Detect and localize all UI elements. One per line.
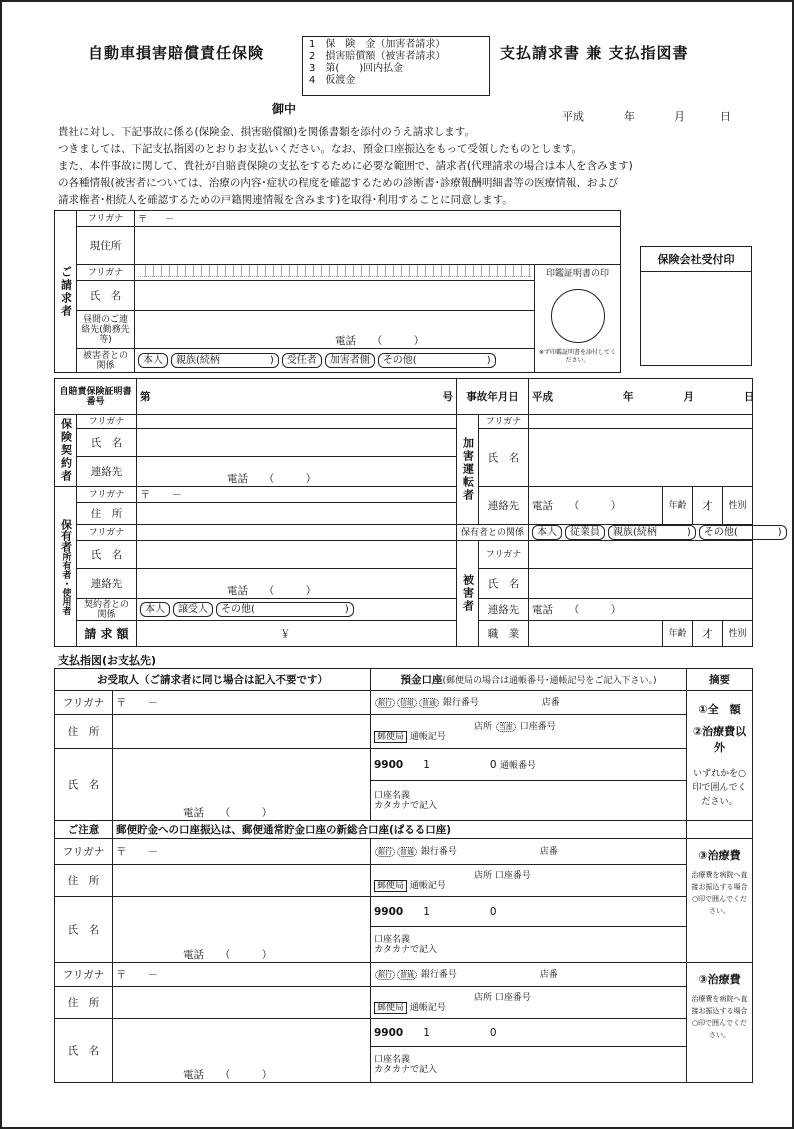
victim-sex-label: 性別 [723, 621, 753, 647]
payee1-digit0: 0 [489, 758, 497, 771]
owner-rel-other[interactable]: その他( ) [216, 602, 354, 617]
payee1-postal-bank: 郵便局 [374, 731, 407, 743]
payee1-phone-label: 電話 （ ） [183, 807, 273, 819]
claimant-name-furigana-label: フリガナ [77, 265, 135, 281]
claim-amount-yen: ￥ [280, 628, 291, 640]
form-title-right: 支払請求書 兼 支払指図書 [500, 44, 689, 62]
option-medical-2[interactable]: ③治療費 [698, 849, 741, 862]
accident-heisei: 平成 [532, 391, 554, 403]
cert-go: 号 [442, 391, 454, 403]
payee3-postal-bank: 郵便局 [374, 1002, 407, 1014]
summary-header: 摘要 [687, 669, 753, 691]
victim-job-field[interactable] [529, 621, 663, 647]
payee1-summary [687, 691, 753, 821]
owner-relation-label: 契約者との関係 [77, 599, 137, 621]
driver-sex-label: 性別 [723, 487, 753, 525]
payee2-postal-field[interactable] [113, 839, 371, 865]
payee1-address-label: 住 所 [55, 715, 113, 749]
driver-name-label: 氏 名 [479, 429, 529, 487]
victim-age-label: 年齢 [663, 621, 693, 647]
driver-furigana-field[interactable] [529, 415, 753, 429]
payee3-kana-label: カタカナで記入 [374, 1064, 438, 1075]
cert-number-label: 自賠責保険証明書番号 [55, 379, 137, 415]
payee2-address-label: 住 所 [55, 865, 113, 897]
payee2-digit0: 0 [489, 905, 497, 918]
payee1-postal: 〒 － [116, 697, 158, 709]
driver-relation-options [529, 525, 782, 541]
payee3-phone-label: 電話 （ ） [183, 1069, 273, 1081]
policyholder-name-field[interactable] [137, 429, 457, 457]
receipt-stamp-label: 保険会社受付印 [641, 247, 751, 272]
payee1-holder-label: 口座名義 [374, 790, 411, 801]
owner-name-label: 氏 名 [77, 541, 137, 569]
payee2-deposit-futsu[interactable]: 普通 [397, 847, 417, 857]
owner-label-text: 保有者 [59, 518, 73, 552]
owner-postal-field[interactable] [137, 487, 457, 503]
payee2-branch-num: 店番 [539, 846, 558, 857]
consent-line-1: 貴社に対し、下記事故に係る(保険金、損害賠償額)を関係書類を添付のうえ請求します。 [58, 126, 475, 138]
payee3-deposit-futsu[interactable]: 普通 [397, 970, 417, 980]
claim-type-box [302, 36, 490, 96]
policyholder-furigana-field[interactable] [137, 415, 457, 429]
payee2-bank-type-bank[interactable]: 銀行 [375, 847, 395, 857]
victim-phone-label: 電話 （ ） [532, 604, 622, 616]
payee3-summary [687, 963, 753, 1083]
claimant-relation-label: 被害者との関係 [77, 349, 135, 373]
claimant-name-label: 氏 名 [77, 281, 135, 311]
payee1-postal-code: 9900 [374, 758, 404, 771]
payee1-bank-field[interactable] [371, 691, 687, 715]
payee2-branch: 店所 [474, 870, 493, 881]
owner-phone-label: 電話 （ ） [227, 585, 317, 597]
claimant-postal: 〒 － [138, 214, 175, 225]
claim-type-2[interactable]: 2 損害賠償額（被害者請求） [309, 51, 446, 62]
account-header-cell [371, 669, 687, 691]
accident-month: 月 [683, 391, 695, 403]
payee1-bank-tag: 銀行番号 [442, 697, 479, 708]
payee1-bank-type-bank[interactable]: 銀行 [375, 698, 395, 708]
onchu-label: 御中 [272, 102, 297, 116]
payee1-account-num-label: 口座番号 [519, 721, 556, 732]
payee3-tsucho: 通帳記号 [409, 1002, 446, 1013]
payee2-digit1: 1 [423, 905, 430, 918]
driver-rel-employee[interactable]: 従業員 [565, 525, 605, 540]
owner-contact-label: 連絡先 [77, 569, 137, 599]
consent-line-5: 請求権者･相続人を確認するための戸籍関連情報を含みます)を取得･利用することに同意します。 [58, 194, 513, 206]
payee2-postal: 〒 － [116, 846, 158, 858]
payee1-holder-field[interactable] [371, 781, 687, 821]
claimant-contact-label: 昼間のご連絡先(勤務先等) [77, 311, 135, 349]
driver-name-field[interactable] [529, 429, 753, 487]
policyholder-phone-field[interactable] [137, 457, 457, 487]
payee3-furigana-label: フリガナ [55, 963, 113, 987]
owner-address-label: 住 所 [77, 503, 137, 525]
payee3-holder-label: 口座名義 [374, 1054, 411, 1065]
payee3-postal-code: 9900 [374, 1026, 404, 1039]
claim-type-4[interactable]: 4 仮渡金 [309, 75, 356, 86]
date-heisei: 平成 [562, 110, 584, 123]
payee1-bank-type-shinkumi[interactable]: 信組 [397, 698, 417, 708]
claimant-table [54, 210, 621, 373]
payee2-branch-field[interactable] [371, 865, 687, 897]
date-year: 年 [624, 110, 635, 123]
driver-phone-label: 電話 （ ） [532, 500, 622, 512]
owner-furigana-label: フリガナ [77, 487, 137, 503]
payee2-furigana-label: フリガナ [55, 839, 113, 865]
payee3-address-label: 住 所 [55, 987, 113, 1019]
driver-rel-self[interactable]: 本人 [532, 525, 562, 540]
accident-day: 日 [744, 391, 755, 403]
payee1-tsucho: 通帳記号 [409, 731, 446, 742]
payee2-holder-field[interactable] [371, 927, 687, 963]
payee1-name-label: 氏 名 [55, 749, 113, 821]
payee3-name-label: 氏 名 [55, 1019, 113, 1083]
payee2-phone-label: 電話 （ ） [183, 949, 273, 961]
owner-sub-label: 所有者・使用者 [60, 551, 71, 615]
option-except-medical[interactable]: ②治療費以外 [692, 725, 747, 754]
payee3-postal-account[interactable] [371, 1019, 687, 1047]
payee2-postal-code: 9900 [374, 905, 404, 918]
payee2-holder-label: 口座名義 [374, 934, 411, 945]
payment-section-title: 支払指図(お支払先) [58, 654, 157, 667]
date-month: 月 [674, 110, 685, 123]
victim-furigana-label: フリガナ [479, 541, 529, 569]
payee3-bank-type-bank[interactable]: 銀行 [375, 970, 395, 980]
payee1-postal-account[interactable] [371, 749, 687, 781]
payee3-bank-tag: 銀行番号 [420, 969, 457, 980]
policyholder-contact-label: 連絡先 [77, 457, 137, 487]
payee2-account-num-label: 口座番号 [494, 870, 531, 881]
relation-agent[interactable]: 受任者 [282, 353, 322, 368]
owner-phone-field[interactable] [137, 569, 457, 599]
policyholder-label: 保険契約者 [55, 415, 77, 487]
payee3-address-field[interactable] [113, 987, 371, 1019]
select-note: いずれかを○印で囲んでください。 [692, 769, 747, 807]
victim-contact-label: 連絡先 [479, 599, 529, 621]
payee2-name-label: 氏 名 [55, 897, 113, 963]
owner-postal: 〒 － [140, 489, 183, 501]
notice-summary [687, 821, 753, 839]
payment-table [54, 668, 753, 1083]
payee1-branch: 店所 [474, 721, 493, 732]
payee3-branch-field[interactable] [371, 987, 687, 1019]
payee1-postal-field[interactable] [113, 691, 371, 715]
owner-label [55, 487, 77, 647]
victim-name-field[interactable] [529, 569, 753, 599]
accident-date-field[interactable] [529, 379, 753, 415]
driver-label: 加害運転者 [457, 415, 479, 525]
victim-name-label: 氏 名 [479, 569, 529, 599]
claimant-phone-field[interactable] [135, 311, 535, 349]
notice-text: 郵便貯金への口座振込は、郵便通常貯金口座の新総合口座(ぱるる口座) [113, 821, 687, 839]
claimant-furigana-label: フリガナ [77, 211, 135, 227]
claim-type-1[interactable]: 1 保 険 金（加害者請求） [309, 39, 446, 50]
cert-number-field[interactable] [137, 379, 457, 415]
driver-phone-field[interactable] [529, 487, 663, 525]
claimant-name-field[interactable] [135, 281, 535, 311]
claim-type-3[interactable]: 3 第( )回内払金 [309, 63, 404, 74]
victim-label: 被害者 [457, 541, 479, 647]
payee2-tsucho: 通帳記号 [409, 880, 446, 891]
payee3-name-field[interactable] [113, 1019, 371, 1083]
payee1-deposit-toza[interactable]: 当座 [496, 722, 516, 732]
owner-rel-self[interactable]: 本人 [140, 602, 170, 617]
payee1-kana-label: カタカナで記入 [374, 800, 438, 811]
owner-name-furigana-field[interactable] [137, 525, 457, 541]
victim-phone-field[interactable] [529, 599, 753, 621]
hospital-note-2: 治療費を病院へ直接お振込する場合○印で囲んでください。 [691, 871, 748, 915]
option-full-amount[interactable]: ①全 額 [698, 703, 741, 716]
date-day: 日 [720, 110, 731, 123]
policyholder-name-label: 氏 名 [77, 429, 137, 457]
relation-self[interactable]: 本人 [138, 353, 168, 368]
accident-year: 年 [623, 391, 634, 403]
policyholder-phone-label: 電話 （ ） [227, 473, 317, 485]
claimant-address-furigana-field[interactable] [135, 211, 621, 227]
seal-label: 印鑑証明書の印 [546, 269, 610, 279]
account-note: (郵便局の場合は通帳番号･通帳記号をご記入下さい。) [442, 676, 657, 686]
account-header: 預金口座 [400, 674, 443, 686]
policyholder-furigana-label: フリガナ [77, 415, 137, 429]
payee3-account-num-label: 口座番号 [494, 992, 531, 1003]
driver-rel-other[interactable]: その他( ) [699, 525, 787, 540]
relation-family[interactable]: 親族(続柄 ) [171, 353, 279, 368]
driver-rel-family[interactable]: 親族(続柄 ) [608, 525, 696, 540]
driver-furigana-label: フリガナ [479, 415, 529, 429]
claim-amount-label: 請 求 額 [77, 621, 137, 647]
consent-line-3: また、本件事故に関して、貴社が自賠責保険の支払をするために必要な範囲で、請求者(代理請求の場合は本人を含みます) [58, 160, 633, 172]
payee2-bank-tag: 銀行番号 [420, 846, 457, 857]
payee1-branch-field[interactable] [371, 715, 687, 749]
consent-text [58, 124, 758, 209]
victim-furigana-field[interactable] [529, 541, 753, 569]
payee2-postal-account[interactable] [371, 897, 687, 927]
driver-owner-relation-label: 保有者との関係 [457, 525, 529, 541]
payee3-holder-field[interactable] [371, 1047, 687, 1083]
payee1-address-field[interactable] [113, 715, 371, 749]
owner-name-field[interactable] [137, 541, 457, 569]
payee3-digit1: 1 [423, 1026, 430, 1039]
claimant-address-label: 現住所 [77, 227, 135, 265]
payee1-name-field[interactable] [113, 749, 371, 821]
payee1-tsucho-bango: 通帳番号 [499, 760, 536, 771]
payee2-address-field[interactable] [113, 865, 371, 897]
owner-relation-options [137, 599, 457, 621]
payee1-branch-num: 店番 [541, 697, 560, 708]
payee3-branch-num: 店番 [539, 969, 558, 980]
accident-table [54, 378, 782, 647]
payee3-postal-field[interactable] [113, 963, 371, 987]
payee2-name-field[interactable] [113, 897, 371, 963]
payee3-bank-field[interactable] [371, 963, 687, 987]
seal-note: ※ず印鑑証明書を添付してください。 [538, 349, 617, 364]
option-medical-3[interactable]: ③治療費 [698, 973, 741, 986]
payee2-summary [687, 839, 753, 963]
cert-dai: 第 [140, 391, 151, 403]
owner-name-furigana-label: フリガナ [77, 525, 137, 541]
relation-perpetrator[interactable]: 加害者側 [325, 353, 375, 368]
payee2-kana-label: カタカナで記入 [374, 944, 438, 955]
payee2-postal-bank: 郵便局 [374, 880, 407, 892]
owner-address-field[interactable] [137, 503, 457, 525]
payee3-digit0: 0 [489, 1026, 497, 1039]
driver-age-label: 年齢 [663, 487, 693, 525]
form-title-left: 自動車損害賠償責任保険 [88, 44, 265, 62]
payee3-postal: 〒 － [116, 969, 158, 981]
claimant-phone-label: 電話 （ ） [335, 335, 425, 347]
victim-job-label: 職 業 [479, 621, 529, 647]
claimant-name-furigana-field[interactable] [135, 265, 535, 281]
claimant-address-field[interactable] [135, 227, 621, 265]
payee1-digit1: 1 [423, 758, 430, 771]
claim-amount-field[interactable] [137, 621, 457, 647]
driver-age-sai[interactable]: 才 [693, 487, 723, 525]
accident-date-label: 事故年月日 [457, 379, 529, 415]
payee2-bank-field[interactable] [371, 839, 687, 865]
hospital-note-3: 治療費を病院へ直接お振込する場合○印で囲んでください。 [691, 995, 748, 1039]
victim-age-sai[interactable]: 才 [693, 621, 723, 647]
payee1-furigana-label: フリガナ [55, 691, 113, 715]
payee1-deposit-futsu[interactable]: 普通 [419, 698, 439, 708]
relation-other[interactable]: その他( ) [378, 353, 496, 368]
claimant-relation-options [135, 349, 535, 373]
seal-circle[interactable] [551, 289, 605, 343]
payee3-branch: 店所 [474, 992, 493, 1003]
notice-label: ご注意 [55, 821, 113, 839]
seal-box [535, 265, 621, 373]
driver-contact-label: 連絡先 [479, 487, 529, 525]
receipt-stamp-box[interactable] [640, 246, 752, 366]
claimant-side-label: ご請求者 [55, 211, 77, 373]
consent-line-2: つきましては、下記支払指図のとおりお支払いください。なお、預金口座振込をもって受領したものとします。 [58, 143, 583, 155]
owner-rel-transferee[interactable]: 譲受人 [173, 602, 213, 617]
payee-header: お受取人（ご請求者に同じ場合は記入不要です） [55, 669, 371, 691]
consent-line-4: の各種情報(被害者については、治療の内容･症状の程度を確認するための診断書･診療報酬明細書等の医療情報、および [58, 177, 619, 189]
